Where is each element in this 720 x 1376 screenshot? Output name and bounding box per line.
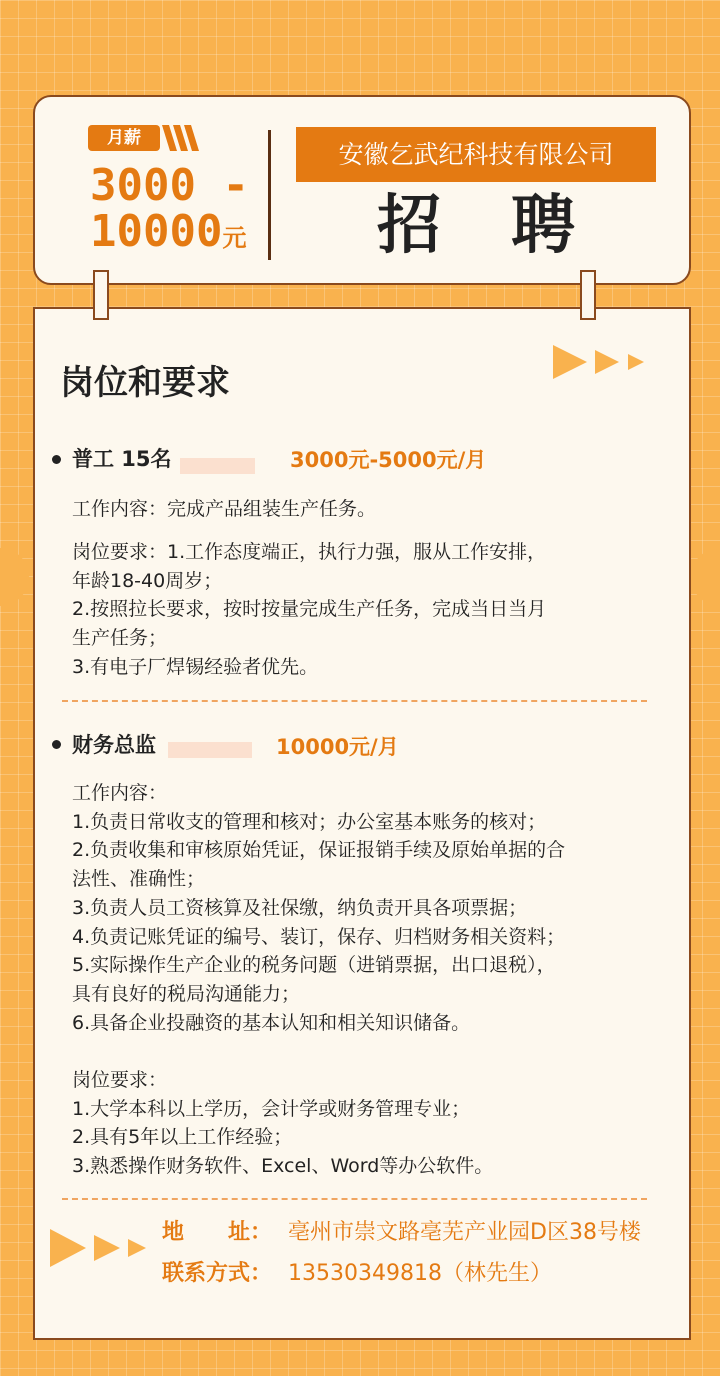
salary-range-line1: 3000 -: [90, 160, 249, 211]
job-highlight-bar: [168, 742, 252, 758]
text-line: 工作内容：完成产品组装生产任务。: [72, 498, 377, 520]
text-line: 1.负责日常收支的管理和核对；办公室基本账务的核对；: [72, 810, 547, 833]
address-value: 亳州市崇文路亳芜产业园D区38号楼: [288, 1220, 641, 1245]
clip-right: [580, 270, 596, 320]
recruit-title: 招聘: [377, 189, 645, 263]
text-line: 6.具备企业投融资的基本认知和相关知识储备。: [72, 1011, 471, 1034]
text-line: 2.负责收集和审核原始凭证，保证报销手续及原始单据的合: [72, 839, 566, 862]
text-line: 2.按照拉长要求，按时按量完成生产任务，完成当日当月: [72, 598, 547, 621]
text-line: 4.负责记账凭证的编号、装订，保存、归档财务相关资料；: [72, 925, 566, 948]
job-description: [72, 495, 376, 540]
text-line: 3.熟悉操作财务软件、Excel、Word等办公软件。: [72, 1155, 494, 1178]
text-line: 1.大学本科以上学历，会计学或财务管理专业；: [72, 1097, 471, 1120]
header-divider: [268, 130, 271, 260]
job-requirements: [72, 538, 546, 682]
text-line: 5.实际操作生产企业的税务问题（进销票据，出口退税），: [72, 954, 556, 977]
address-label: 地 址：: [162, 1220, 273, 1245]
text-line: 岗位要求：1.工作态度端正，执行力强，服从工作安排，: [72, 541, 547, 563]
clip-left: [93, 270, 109, 320]
job-bullet: [52, 740, 61, 749]
text-line: 岗位要求：: [72, 1069, 168, 1092]
arrow-decoration-icon: [553, 343, 648, 381]
section-divider: [62, 1198, 647, 1200]
card-notch-right: [691, 548, 720, 606]
text-line: 2.具有5年以上工作经验；: [72, 1126, 293, 1149]
job-title: 财务总监: [72, 733, 156, 757]
section-divider: [62, 700, 647, 702]
section-title: 岗位和要求: [60, 363, 230, 403]
text-line: 法性、准确性；: [72, 868, 206, 891]
job-highlight-bar: [180, 458, 255, 474]
job-bullet: [52, 455, 61, 464]
salary-unit: 元: [222, 224, 247, 252]
card-notch-left: [0, 548, 29, 606]
job-title: 普工 15名: [72, 447, 172, 471]
slash-decoration-icon: [160, 125, 200, 151]
job-salary: 3000元-5000元/月: [290, 448, 487, 472]
job-description: [72, 779, 565, 1181]
text-line: 3.有电子厂焊锡经验者优先。: [72, 655, 319, 678]
text-line: 3.负责人员工资核算及社保缴，纳负责开具各项票据；: [72, 896, 528, 919]
text-line: 工作内容：: [72, 782, 168, 804]
text-line: 生产任务；: [72, 627, 168, 650]
text-line: 具有良好的税局沟通能力；: [72, 982, 301, 1005]
phone-label: 联系方式：: [162, 1261, 273, 1286]
job-salary: 10000元/月: [276, 735, 399, 759]
salary-range-line2: 10000元: [90, 206, 247, 257]
text-line: 年龄18-40周岁；: [72, 569, 223, 592]
salary-tag: 月薪: [88, 125, 160, 151]
phone-value: 13530349818（林先生）: [288, 1261, 552, 1286]
company-name: 安徽乞武纪科技有限公司: [296, 127, 656, 182]
text-line: [72, 1037, 565, 1066]
arrow-decoration-icon: [50, 1227, 150, 1269]
